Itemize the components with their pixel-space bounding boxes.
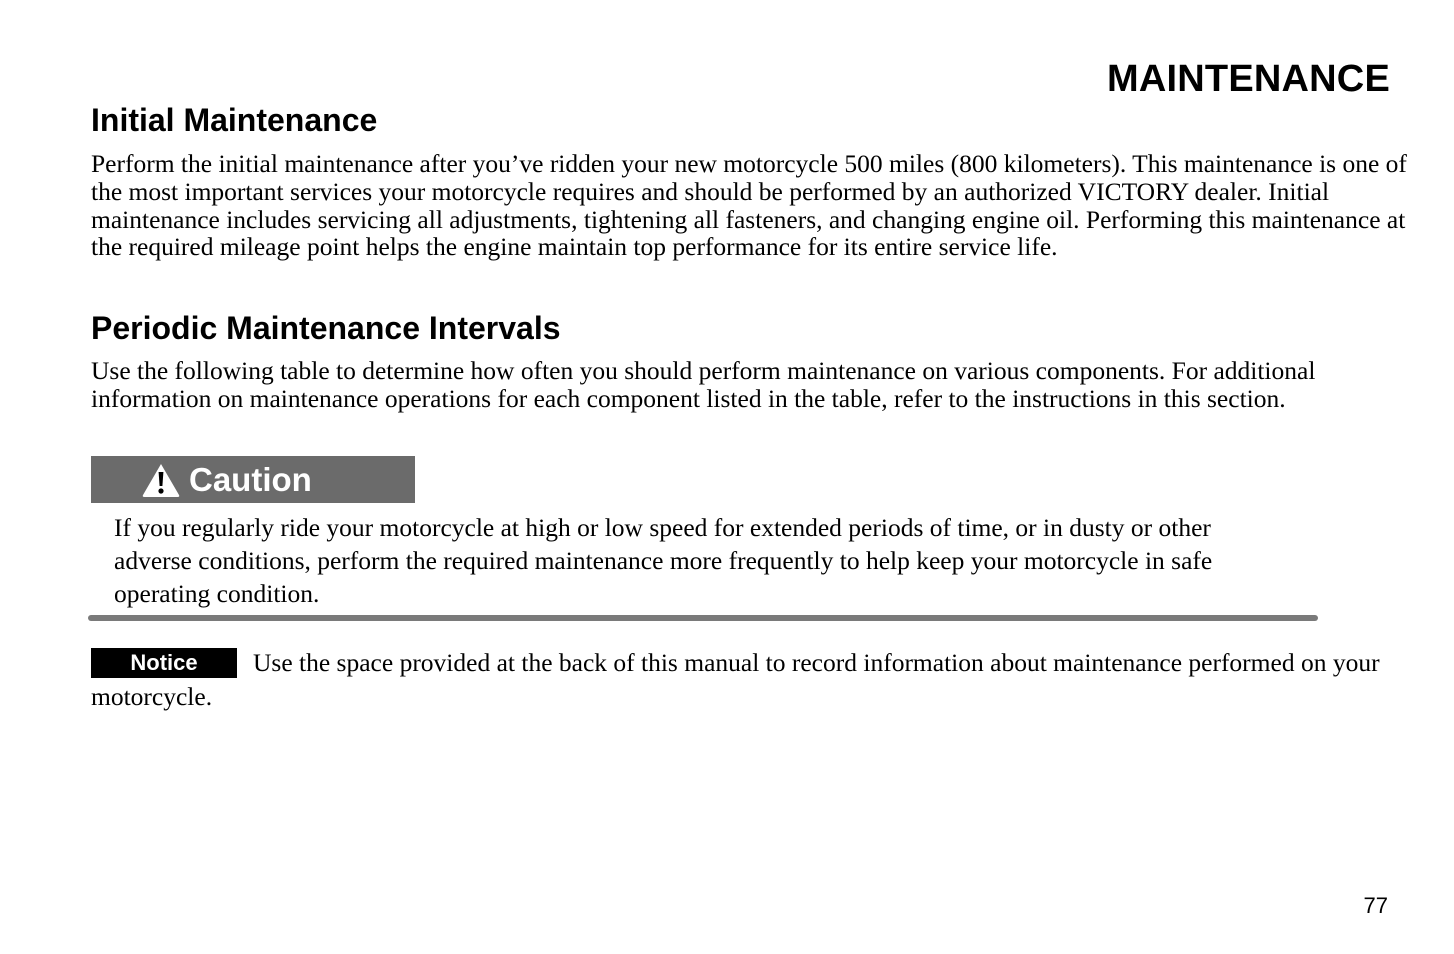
warning-triangle-icon — [141, 462, 181, 498]
initial-maintenance-paragraph: Perform the initial maintenance after you’ve ridden your new motorcycle 500 miles (800 kilometers). This maintenance is one of the most important services your motorcycle requires and should be performed by an authorized VICTORY dealer. Initial maintenance includes servicing all adjustments, tightening all fasteners, and changing engine oil. Performing this maintenance at the required mileage point helps the engine maintain top performance for its entire service life. — [91, 149, 1407, 262]
notice-text: Use the space provided at the back of this manual to record information about maintenance performed on your motorcycle. — [91, 648, 1380, 711]
section-title: MAINTENANCE — [1107, 58, 1390, 100]
caution-header-bar — [91, 456, 415, 503]
periodic-intervals-paragraph: Use the following table to determine how often you should perform maintenance on various components. For additional information on maintenance operations for each component listed in the table, refer to the instructions in this section. — [91, 356, 1316, 413]
caution-divider — [88, 615, 1318, 621]
notice-badge: Notice — [91, 648, 237, 678]
initial-maintenance-heading: Initial Maintenance — [91, 102, 378, 138]
caution-text: If you regularly ride your motorcycle at high or low speed for extended periods of time, or in dusty or other adverse conditions, perform the required maintenance more frequently to help keep your motorcycle in safe operating condition. — [114, 513, 1213, 608]
page-number: 77 — [1363, 893, 1388, 918]
periodic-intervals-heading: Periodic Maintenance Intervals — [91, 310, 561, 346]
caution-label: Caution — [189, 460, 312, 498]
notice-paragraph — [91, 646, 1401, 714]
